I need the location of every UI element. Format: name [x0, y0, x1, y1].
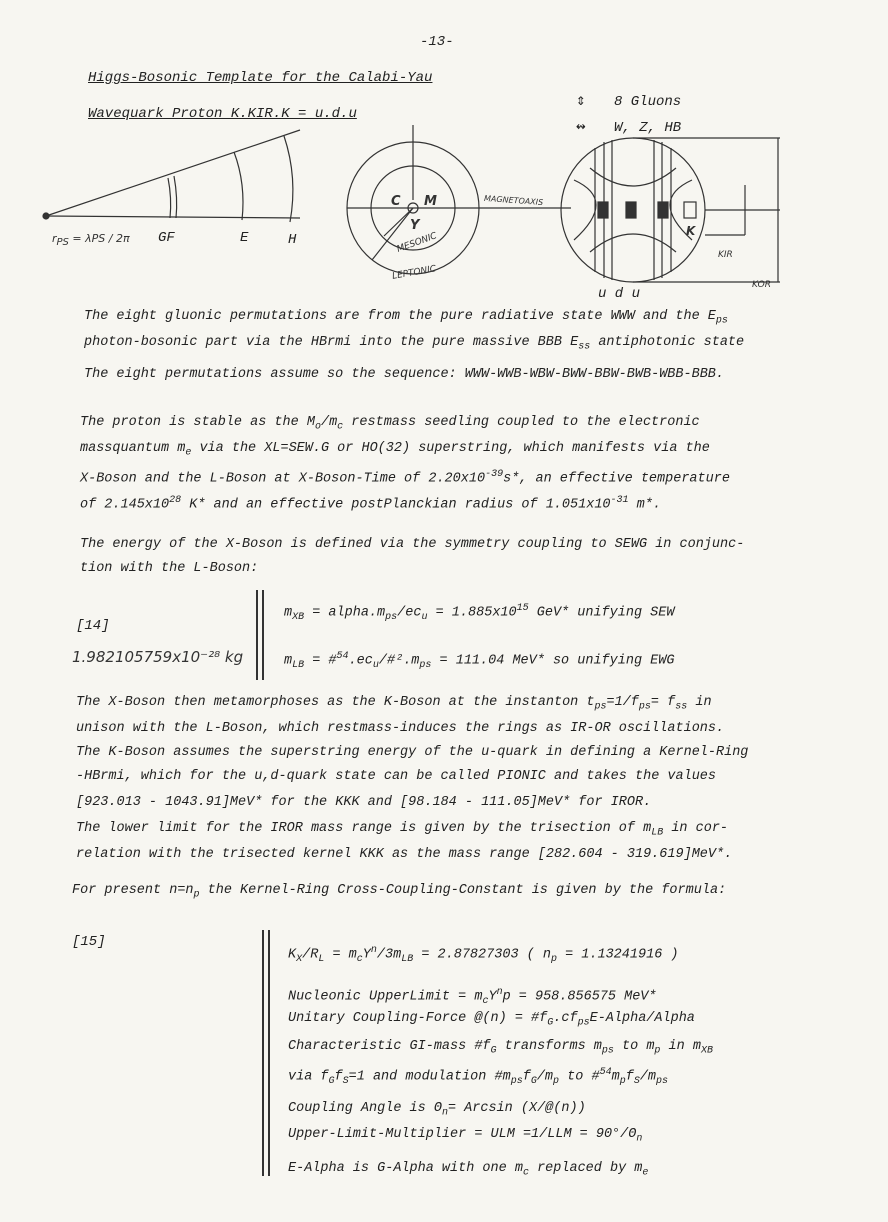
label-udu: u d u	[598, 286, 641, 302]
label-h: H	[288, 232, 297, 248]
eq15-line3: Unitary Coupling-Force @(n) = $\#f_G.cf_{ps}E-Alpha$/Alpha	[288, 1011, 695, 1029]
eq15-line6: Coupling Angle is $\Theta_n= Arcsin$ (X/@(n))	[288, 1101, 586, 1119]
eq15-line5: via $f_Gf_S=1$ and modulation $\#m_{ps}f_G/m_p$ to $\#^{54}m_pf_S/m_{ps}$	[288, 1067, 669, 1088]
legend-bosons: W, Z, HB	[614, 120, 682, 136]
leftright-arrow-icon: ↭	[576, 118, 586, 136]
legend-gluons: 8 Gluons	[614, 94, 682, 110]
label-mesonic: MESONIC	[395, 231, 439, 255]
page-number: -13-	[420, 34, 454, 50]
para4-line4: -HBrmi, which for the u,d-quark state can be called PIONIC and takes the values	[76, 769, 717, 784]
label-y: Y	[410, 218, 420, 233]
eq15-line1: $K_X/R_L = m_cY^n/3m_{LB} = 2.87827303$ ( $n_p = 1.13241916$ )	[288, 945, 679, 966]
eq14-number: [14]	[76, 618, 110, 634]
eq15-line2: Nucleonic UpperLimit = $m_cY^np = 958.856575$ MeV*	[288, 987, 657, 1008]
kernel-ring-circle	[561, 138, 780, 282]
eq15-bar-2	[268, 930, 270, 1176]
para4-line7: relation with the trisected kernel KKK as the mass range [282.604 - 319.619]MeV*.	[76, 847, 733, 862]
para2-line2: massquantum $m_e$ via the XL=SEW.G or HO(32) superstring, which manifests via the	[80, 441, 710, 459]
para2-line1: The proton is stable as the $M_o/m_c$ restmass seedling coupled to the electronic	[80, 415, 700, 433]
eq14-bar-2	[262, 590, 264, 680]
eq14-line1: $m_{XB}$ = $alpha.m_{ps}/ec_u = 1.885x10^{15}$ GeV* unifying SEW	[284, 603, 675, 624]
label-leptonic: LEPTONIC	[391, 264, 437, 282]
wedge-diagram	[43, 130, 300, 222]
para1-line2: photon-bosonic part via the HBrmi into the pure massive BBB $E_{ss}$ antiphotonic state	[84, 335, 745, 353]
label-magnetoaxis: MAGNETOAXIS	[483, 193, 544, 208]
para1-line3: The eight permutations assume so the sequence: WWW-WWB-WBW-BWW-BBW-BWB-WBB-BBB.	[84, 367, 725, 382]
calabi-yau-diagram	[0, 0, 888, 310]
eq15-bar-1	[262, 930, 264, 1176]
para3-line1: The energy of the X-Boson is defined via the symmetry coupling to SEWG in conjunc-	[80, 537, 745, 552]
eq15-line7: Upper-Limit-Multiplier = ULM $=1/LLM = 90^\circ/\Theta_n$	[288, 1127, 643, 1145]
para4-line5: [923.013 - 1043.91]MeV* for the KKK and [98.184 - 111.05]MeV* for IROR.	[76, 795, 652, 810]
para4-line8: For present $n=n_p$ the Kernel-Ring Cross-Coupling-Constant is given by the formula:	[72, 883, 727, 901]
eq14-bar-1	[256, 590, 258, 680]
updown-arrow-icon: ⇕	[576, 92, 586, 110]
label-gf: GF	[158, 230, 175, 246]
label-c: C	[391, 194, 401, 209]
eq14-handwritten-note: 1.982105759x10⁻²⁸ kg	[72, 648, 244, 666]
label-kir: KIR	[718, 250, 733, 260]
label-m: M	[424, 194, 437, 209]
para4-line3: The K-Boson assumes the superstring energy of the u-quark in defining a Kernel-Ring	[76, 745, 749, 760]
para2-line3: X-Boson and the L-Boson at X-Boson-Time of $2.20x10^{-39}s*$, an effective temperature	[80, 469, 730, 487]
eq15-line4: Characteristic GI-mass $\#f_G$ transforms $m_{ps}$ to $m_p$ in $m_{XB}$	[288, 1039, 713, 1057]
para3-line2: tion with the L-Boson:	[80, 561, 259, 576]
eq15-line8: E-Alpha is G-Alpha with one $m_c$ replaced by $m_e$	[288, 1161, 649, 1179]
eq15-number: [15]	[72, 934, 106, 950]
label-kor: KOR	[752, 280, 771, 290]
title-line-2: Wavequark Proton K.KIR.K = u.d.u	[88, 106, 357, 122]
radius-label: $r_{PS} = \lambda PS / 2\pi$	[52, 232, 130, 249]
label-k: K	[686, 224, 696, 238]
para2-line4: of $2.145x10^{28}$ K* and an effective postPlanckian radius of $1.051x10^{-31}$ m*.	[80, 495, 661, 513]
para4-line2: unison with the L-Boson, which restmass-induces the rings as IR-OR oscillations.	[76, 721, 725, 736]
para4-line6: The lower limit for the IROR mass range is given by the trisection of $m_{LB}$ in cor-	[76, 821, 729, 839]
para1-line1: The eight gluonic permutations are from the pure radiative state WWW and the $E_{ps}$	[84, 309, 728, 327]
eq14-line2: $m_{LB}$ = $\#^{54}.ec_u/\#^2.m_{ps} = 111.04$ MeV* so unifying EWG	[284, 651, 675, 672]
label-e: E	[240, 230, 249, 246]
para4-line1: The X-Boson then metamorphoses as the K-Boson at the instanton $t_{ps}=1/f_{ps}= f_{ss}$ in	[76, 695, 712, 713]
title-line-1: Higgs-Bosonic Template for the Calabi-Yau	[88, 70, 433, 86]
